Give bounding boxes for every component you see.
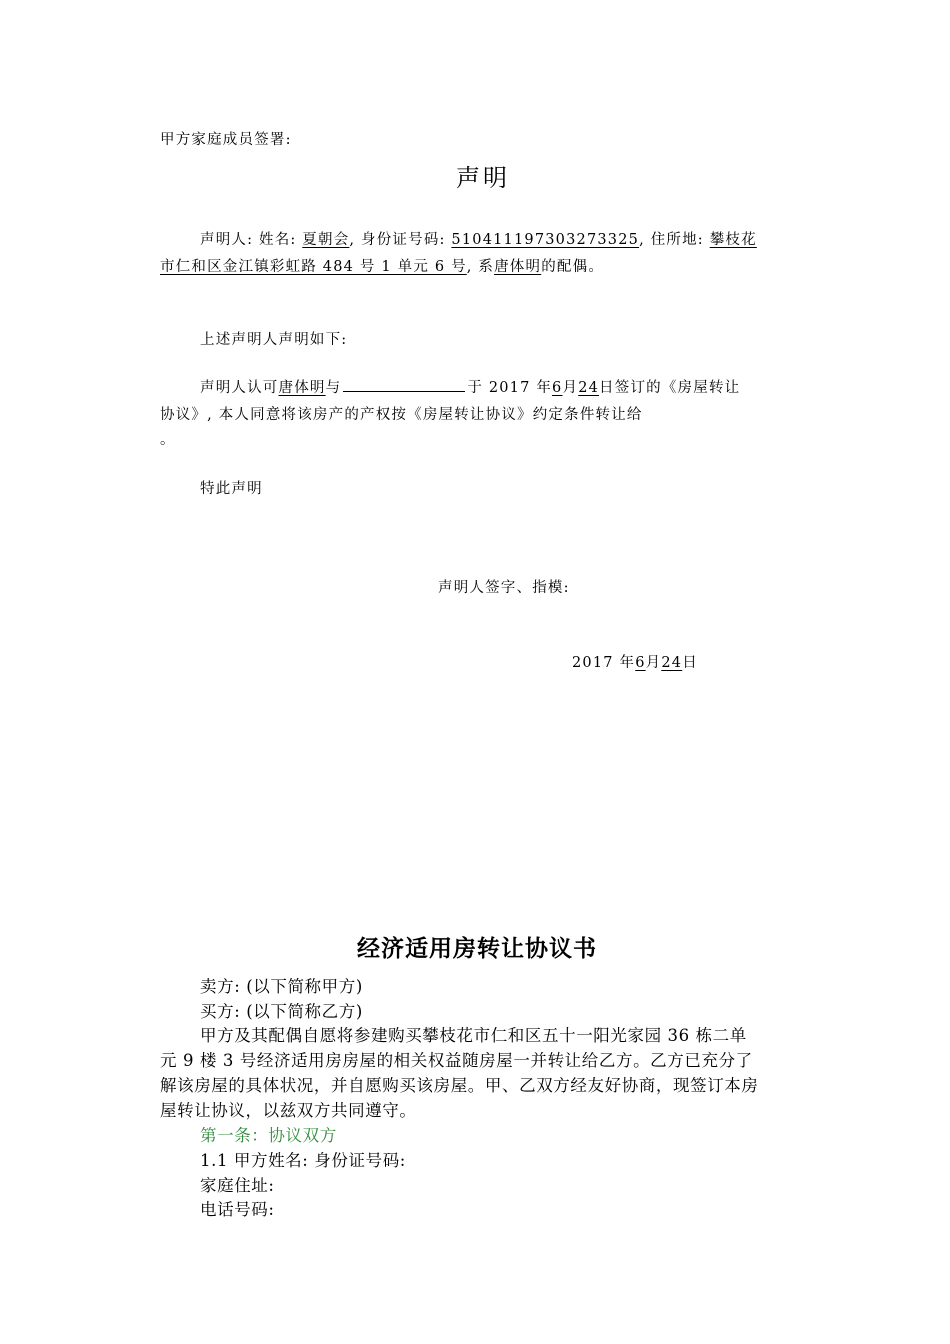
relation-suffix: 的配偶。 bbox=[541, 259, 605, 275]
relation-prefix: , 系 bbox=[466, 259, 495, 275]
id-label: , 身份证号码: bbox=[349, 232, 452, 248]
declarant-line-2 bbox=[160, 255, 604, 276]
consent-year: 于 2017 年 bbox=[467, 380, 553, 396]
home-address-line: 家庭住址: bbox=[200, 1176, 275, 1195]
consent-month: 6 bbox=[552, 380, 563, 396]
date-day: 24 bbox=[661, 655, 683, 671]
agreement-body-line-3: 解该房屋的具体状况，并自愿购买该房屋。甲、乙双方经友好协商，现签订本房 bbox=[160, 1076, 759, 1095]
phone-line: 电话号码: bbox=[200, 1200, 275, 1219]
date-day-unit: 日 bbox=[682, 655, 698, 671]
address-line-1: 攀枝花 bbox=[709, 232, 757, 248]
date-year: 2017 年 bbox=[572, 655, 636, 671]
declaration-intro: 上述声明人声明如下: bbox=[200, 332, 348, 348]
article-1-heading: 第一条：协议双方 bbox=[200, 1126, 337, 1145]
consent-day-suffix: 日签订的《房屋转让 bbox=[599, 380, 741, 396]
agreement-body-line-4: 屋转让协议，以兹双方共同遵守。 bbox=[160, 1101, 417, 1120]
blank-line bbox=[343, 377, 465, 392]
closing-text: 特此声明 bbox=[200, 481, 263, 497]
spouse-name: 唐体明 bbox=[494, 259, 542, 275]
consent-with: 与 bbox=[325, 380, 342, 396]
party-a-name-line: 1.1 甲方姓名: 身份证号码: bbox=[200, 1151, 406, 1170]
consent-line-1 bbox=[200, 376, 740, 397]
family-sign-label: 甲方家庭成员签署: bbox=[160, 132, 292, 148]
consent-day: 24 bbox=[578, 380, 600, 396]
date-month-unit: 月 bbox=[645, 655, 662, 671]
consent-line-2: 协议》, 本人同意将该房产的产权按《房屋转让协议》约定条件转让给 bbox=[160, 407, 643, 423]
signature-label: 声明人签字、指模: bbox=[438, 580, 570, 596]
declaration-title: 声明 bbox=[456, 164, 510, 192]
declaration-date bbox=[572, 651, 698, 672]
declarant-prefix: 声明人: 姓名: bbox=[200, 232, 303, 248]
agreement-body-line-2: 元 9 楼 3 号经济适用房房屋的相关权益随房屋一并转让给乙方。乙方已充分了 bbox=[160, 1051, 753, 1070]
consent-prefix: 声明人认可 bbox=[200, 380, 279, 396]
agreement-title: 经济适用房转让协议书 bbox=[357, 935, 597, 962]
address-line-2: 市仁和区金江镇彩虹路 484 号 1 单元 6 号 bbox=[160, 259, 467, 275]
consent-line-3: 。 bbox=[160, 432, 176, 448]
address-label: , 住所地: bbox=[639, 232, 710, 248]
date-month: 6 bbox=[635, 655, 646, 671]
seller-line: 卖方: (以下简称甲方) bbox=[200, 977, 363, 996]
declarant-name: 夏朝会 bbox=[302, 232, 350, 248]
agreement-body-line-1: 甲方及其配偶自愿将参建购买攀枝花市仁和区五十一阳光家园 36 栋二单 bbox=[200, 1026, 747, 1045]
declarant-line-1 bbox=[200, 228, 757, 249]
consent-month-unit: 月 bbox=[562, 380, 579, 396]
buyer-line: 买方: (以下简称乙方) bbox=[200, 1002, 363, 1021]
consent-name: 唐体明 bbox=[278, 380, 326, 396]
id-number: 510411197303273325 bbox=[451, 232, 640, 248]
